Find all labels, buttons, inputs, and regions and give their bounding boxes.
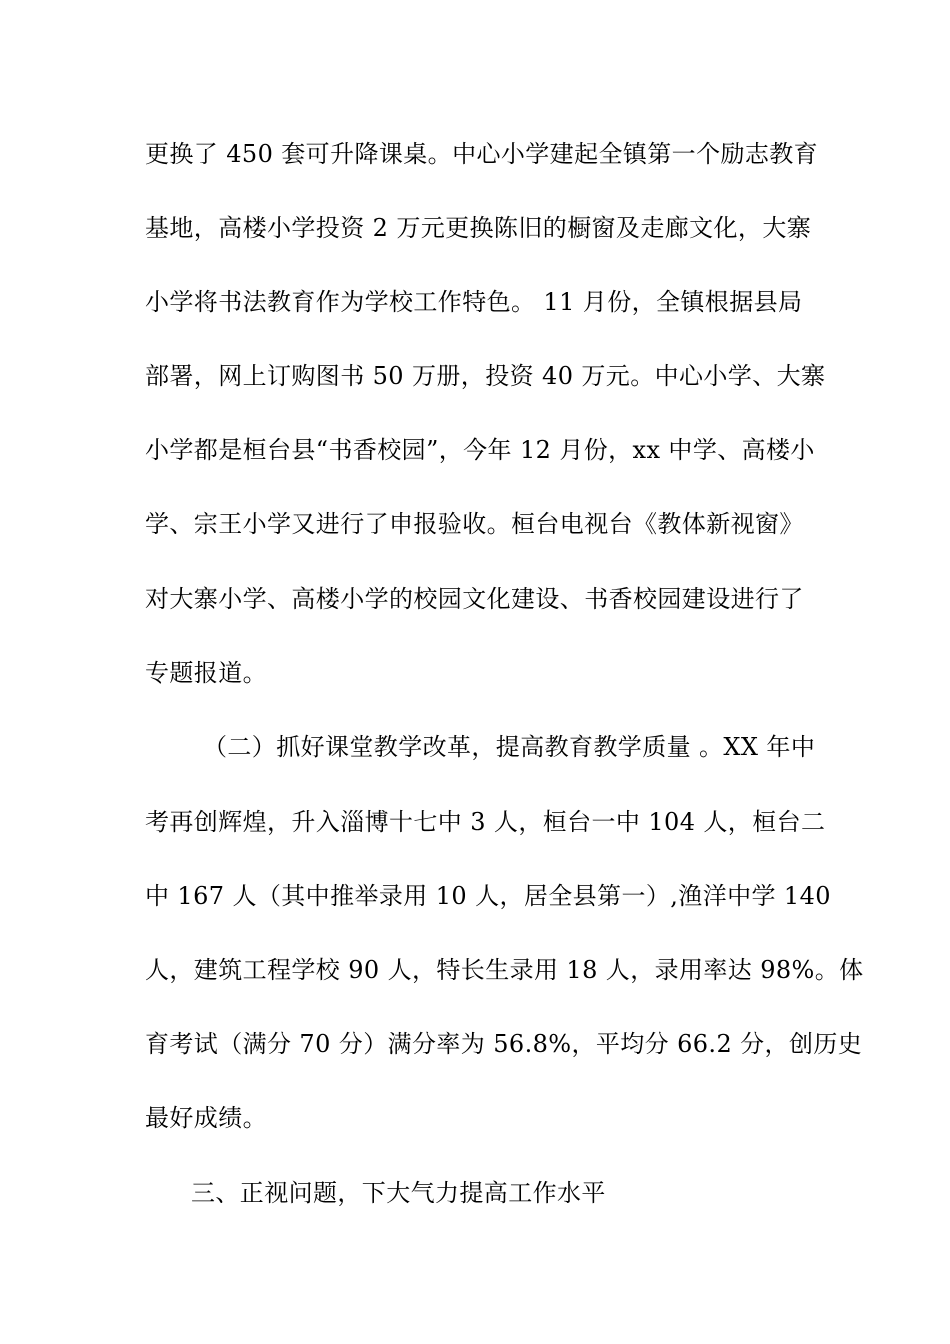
body-text-line: 基地，高楼小学投资 2 万元更换陈旧的橱窗及走廊文化，大寨 <box>145 214 812 242</box>
body-text-line: 专题报道。 <box>145 659 267 687</box>
body-text-line: 学、宗王小学又进行了申报验收。桓台电视台《教体新视窗》 <box>145 510 804 538</box>
body-text-line: 对大寨小学、高楼小学的校园文化建设、书香校园建设进行了 <box>145 585 804 613</box>
body-text-line: 更换了 450 套可升降课桌。中心小学建起全镇第一个励志教育 <box>145 140 819 168</box>
body-text-line: 中 167 人（其中推举录用 10 人，居全县第一）,渔洋中学 140 <box>145 882 831 910</box>
section-heading-line: （二）抓好课堂教学改革，提高教育教学质量 。XX 年中 <box>203 733 816 761</box>
chapter-heading: 三、正视问题，下大气力提高工作水平 <box>191 1179 606 1207</box>
body-text-line: 最好成绩。 <box>145 1104 267 1132</box>
body-text-line: 部署，网上订购图书 50 万册，投资 40 万元。中心小学、大寨 <box>145 362 826 390</box>
body-text-line: 小学都是桓台县“书香校园”，今年 12 月份，xx 中学、高楼小 <box>145 436 815 464</box>
body-text-line: 考再创辉煌，升入淄博十七中 3 人，桓台一中 104 人，桓台二 <box>145 808 826 836</box>
body-text-line: 育考试（满分 70 分）满分率为 56.8%，平均分 66.2 分，创历史 <box>145 1030 863 1058</box>
body-text-line: 人，建筑工程学校 90 人，特长生录用 18 人，录用率达 98%。体 <box>145 956 864 984</box>
body-text-line: 小学将书法教育作为学校工作特色。 11 月份，全镇根据县局 <box>145 288 803 316</box>
